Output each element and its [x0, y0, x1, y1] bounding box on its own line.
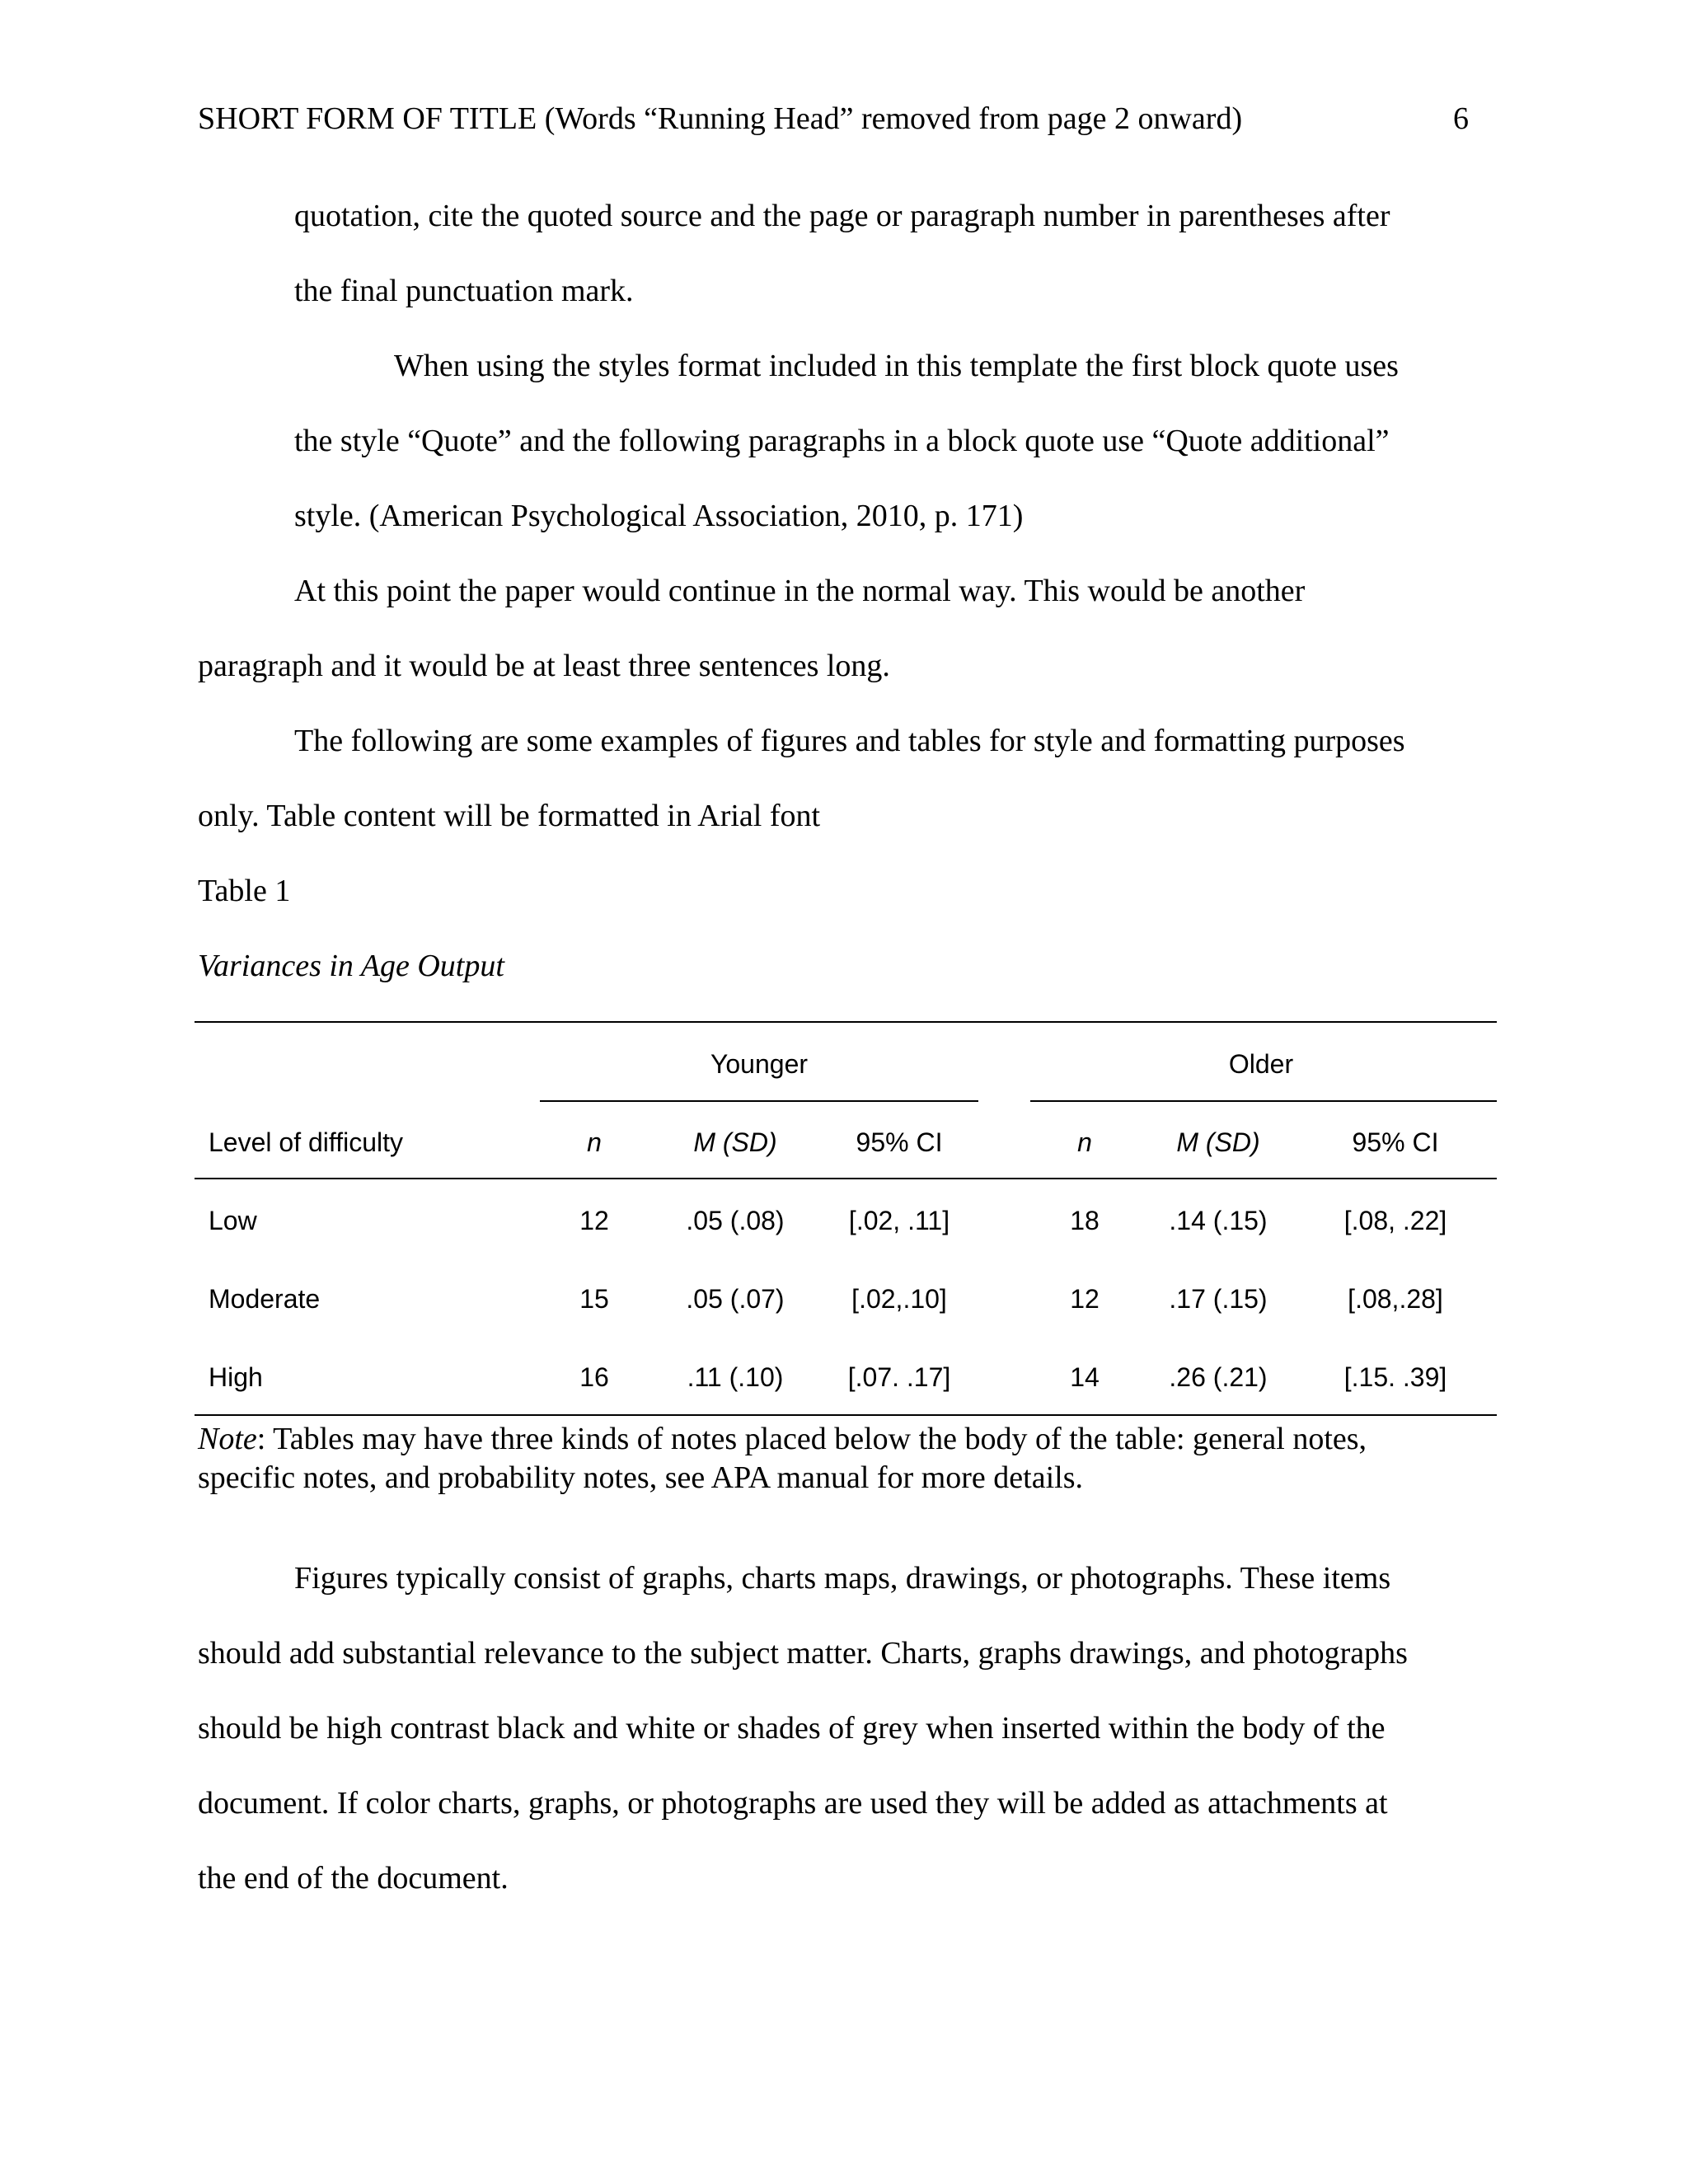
table-cell: 14 [1070, 1362, 1100, 1392]
table-cell: High [209, 1362, 263, 1392]
paragraph-line: The following are some examples of figures and tables for style and formatting purposes [294, 724, 1405, 758]
table-cell: Moderate [209, 1284, 321, 1314]
note-label: Note [198, 1422, 257, 1456]
column-header: Level of difficulty [209, 1127, 403, 1157]
block-quote-line: quotation, cite the quoted source and the page or paragraph number in parentheses after [294, 199, 1390, 233]
table-cell: 18 [1070, 1206, 1100, 1235]
table-cell: [.07. .17] [847, 1362, 951, 1392]
table-cell: .14 (.15) [1169, 1206, 1268, 1235]
table-cell: [.02, .11] [848, 1206, 950, 1235]
header-bottom-rule [195, 1178, 1497, 1179]
older-spanner-rule [1030, 1100, 1497, 1102]
block-quote-line: the style “Quote” and the following paragraphs in a block quote use “Quote additional” [294, 424, 1390, 458]
table-cell: 12 [1070, 1284, 1100, 1314]
column-header: n [587, 1127, 602, 1157]
group-header-older: Older [1228, 1049, 1294, 1079]
table-cell: .05 (.07) [686, 1284, 785, 1314]
table-title: Variances in Age Output [198, 949, 504, 983]
column-header: M (SD) [1176, 1127, 1260, 1157]
younger-spanner-rule [540, 1100, 978, 1102]
table-cell: .05 (.08) [686, 1206, 785, 1235]
table-cell: .26 (.21) [1169, 1362, 1268, 1392]
column-header: 95% CI [856, 1127, 943, 1157]
table-cell: Low [209, 1206, 257, 1235]
note-text: : Tables may have three kinds of notes placed below the body of the table: general notes, [256, 1422, 1367, 1456]
table-cell: .17 (.15) [1169, 1284, 1268, 1314]
page-number: 6 [1453, 101, 1469, 136]
table-cell: [.08, .22] [1343, 1206, 1447, 1235]
table-cell: [.08,.28] [1348, 1284, 1443, 1314]
table-label: Table 1 [198, 874, 291, 908]
table-cell: 15 [579, 1284, 609, 1314]
table-cell: .11 (.10) [687, 1362, 784, 1392]
block-quote-line: When using the styles format included in this template the first block quote uses [394, 349, 1399, 383]
group-header-younger: Younger [710, 1049, 809, 1079]
column-header: 95% CI [1352, 1127, 1439, 1157]
table-cell: 12 [579, 1206, 609, 1235]
table-bottom-rule [195, 1414, 1497, 1416]
paragraph-line: document. If color charts, graphs, or photographs are used they will be added as attachments at [198, 1786, 1388, 1821]
table-note: specific notes, and probability notes, see APA manual for more details. [198, 1460, 1083, 1495]
running-head: SHORT FORM OF TITLE (Words “Running Head” removed from page 2 onward) [198, 101, 1243, 136]
table-cell: [.02,.10] [851, 1284, 947, 1314]
paragraph-line: Figures typically consist of graphs, charts maps, drawings, or photographs. These items [294, 1561, 1391, 1596]
block-quote-line: style. (American Psychological Association, 2010, p. 171) [294, 499, 1024, 533]
paragraph-line: should add substantial relevance to the subject matter. Charts, graphs drawings, and photographs [198, 1636, 1408, 1671]
column-header: n [1077, 1127, 1092, 1157]
block-quote-line: the final punctuation mark. [294, 274, 634, 308]
paragraph-line: the end of the document. [198, 1861, 509, 1896]
table-note [198, 1423, 1367, 1455]
column-header: M (SD) [693, 1127, 777, 1157]
paragraph-line: only. Table content will be formatted in Arial font [198, 799, 821, 833]
table-cell: 16 [579, 1362, 609, 1392]
table-top-rule [195, 1021, 1497, 1023]
paragraph-line: At this point the paper would continue in the normal way. This would be another [294, 574, 1306, 608]
paragraph-line: paragraph and it would be at least three sentences long. [198, 649, 890, 683]
paragraph-line: should be high contrast black and white or shades of grey when inserted within the body of the [198, 1711, 1386, 1746]
table-cell: [.15. .39] [1343, 1362, 1447, 1392]
